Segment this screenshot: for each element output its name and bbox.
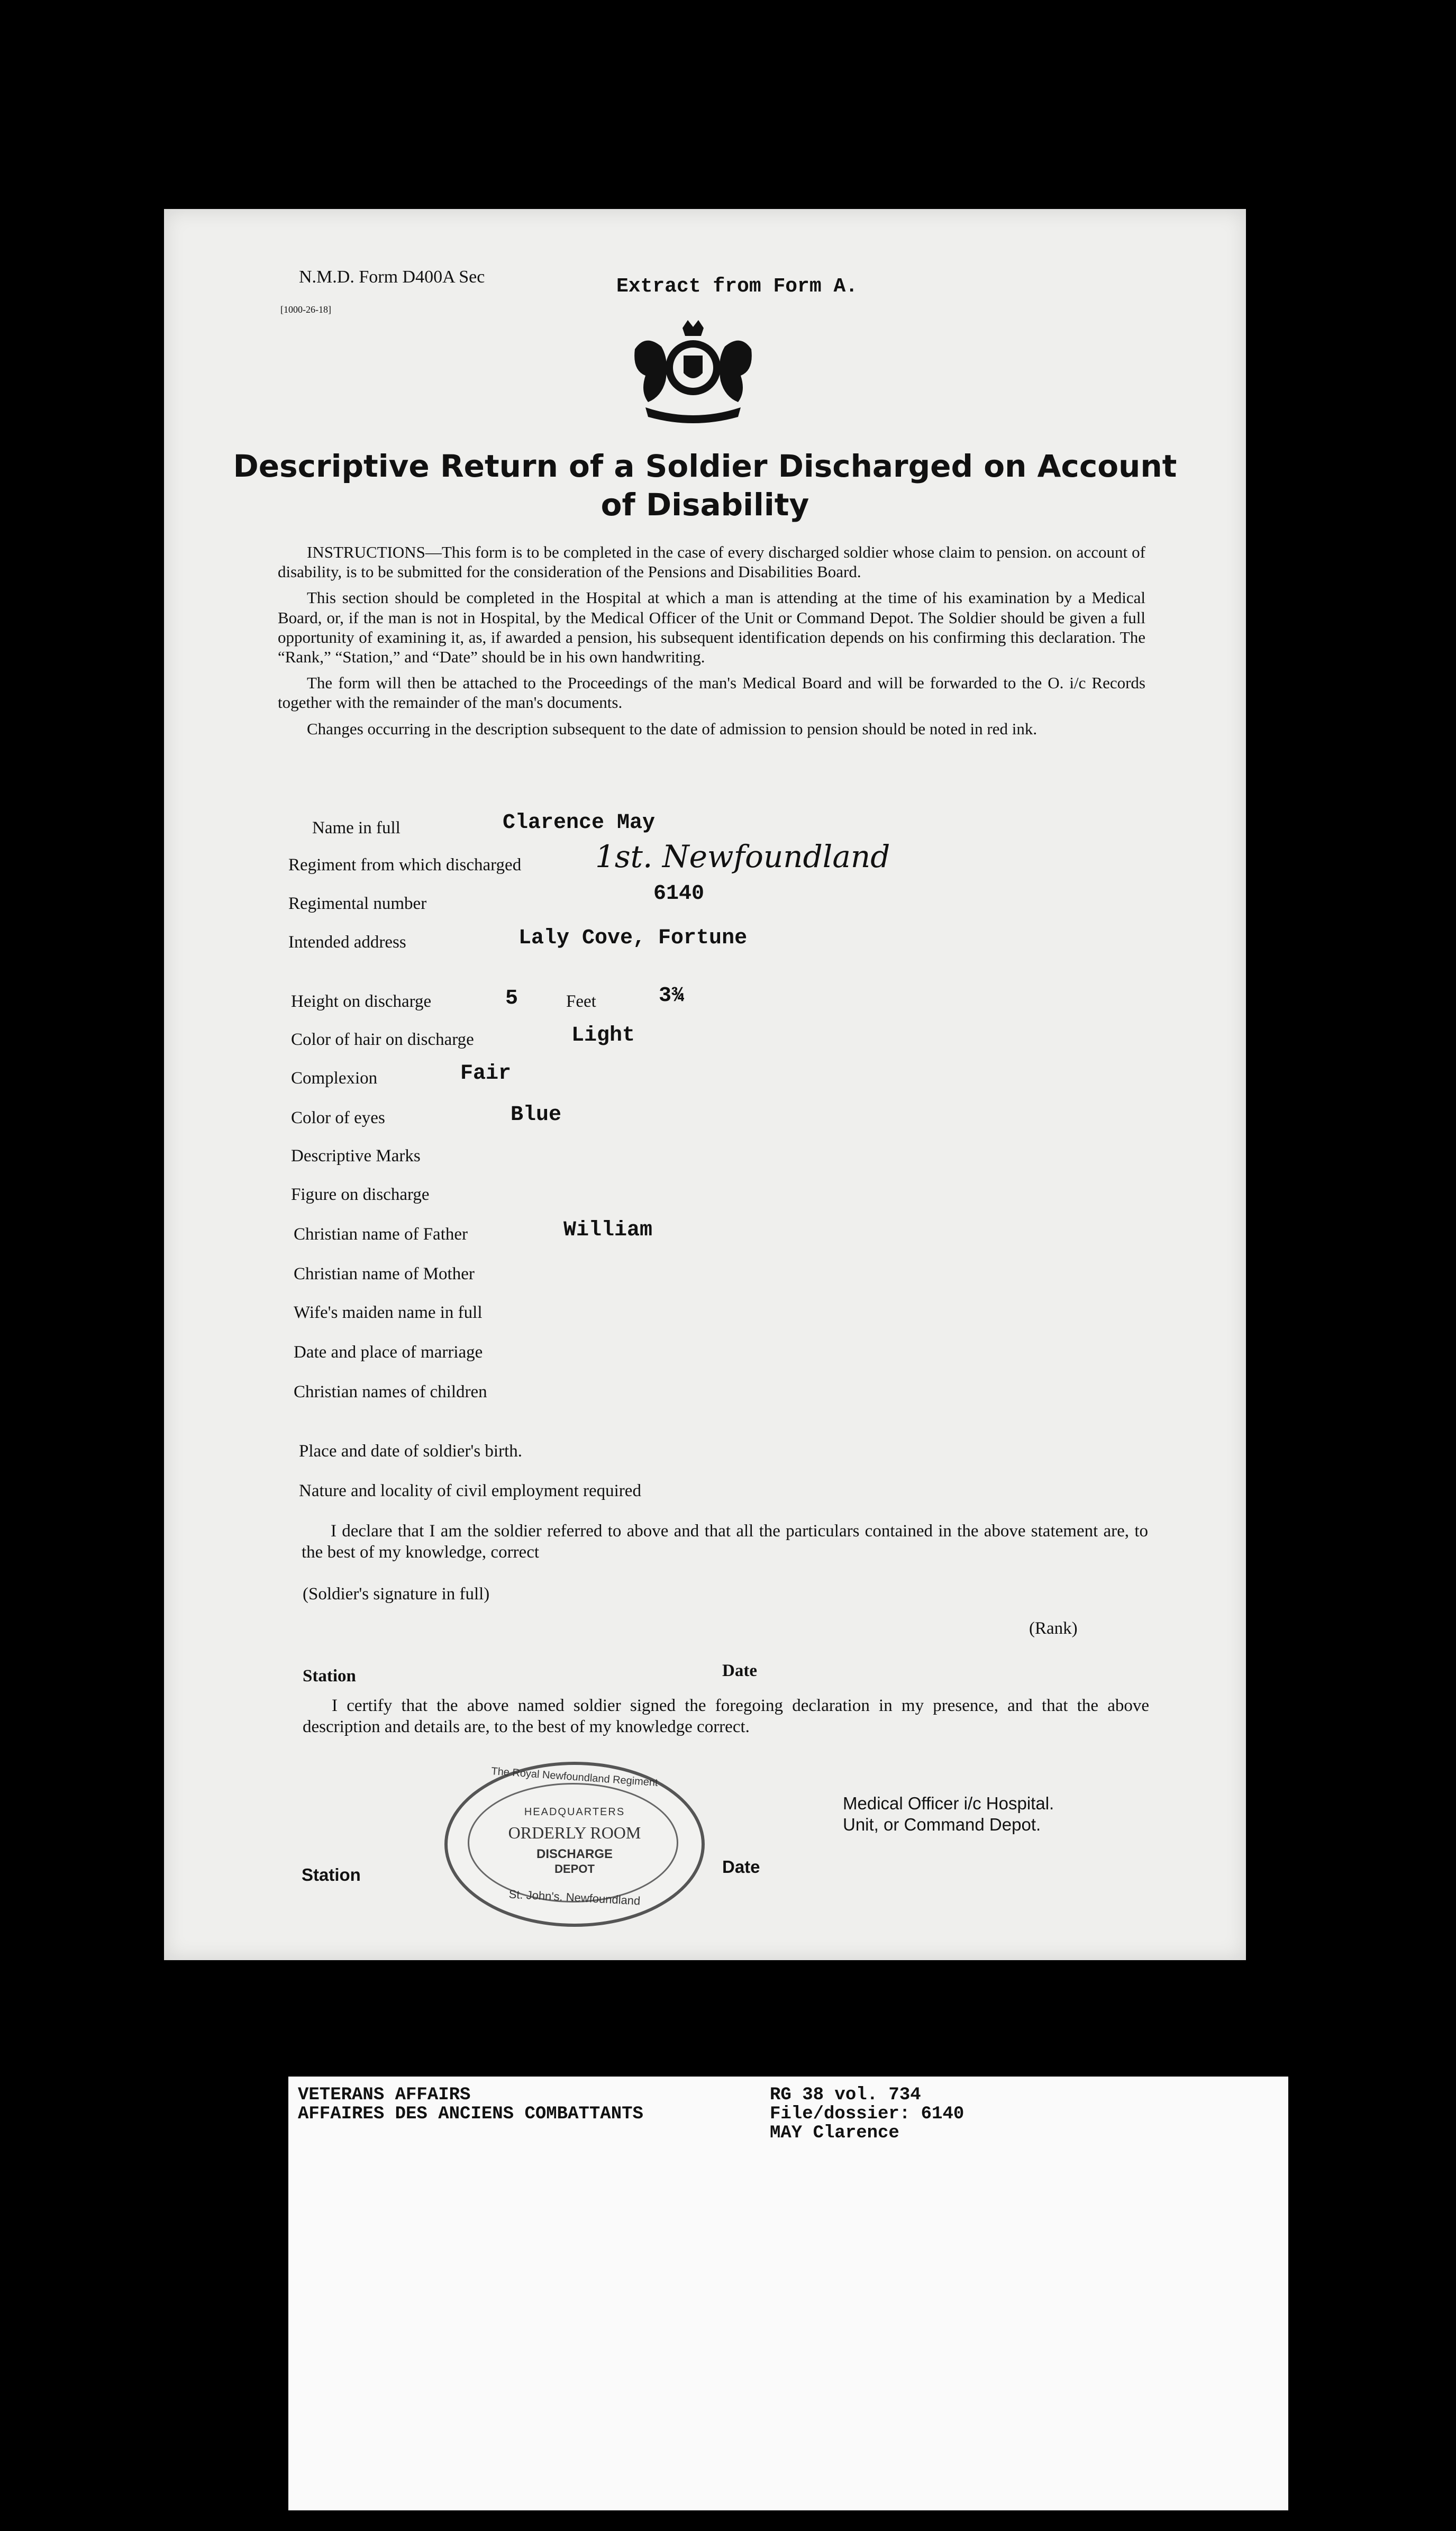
card-right-line-3: MAY Clarence bbox=[770, 2123, 899, 2143]
station-label: Station bbox=[303, 1667, 356, 1686]
rank-label: (Rank) bbox=[1029, 1619, 1078, 1638]
station-label-2: Station bbox=[302, 1865, 361, 1884]
regiment-value: 1st. Newfoundland bbox=[595, 839, 890, 875]
height-feet-value: 5 bbox=[505, 987, 518, 1010]
father-label: Christian name of Father bbox=[294, 1225, 468, 1244]
card-right-line-1: RG 38 vol. 734 bbox=[770, 2085, 921, 2105]
extract-note: Extract from Form A. bbox=[616, 275, 858, 298]
regiment-stamp bbox=[444, 1762, 705, 1927]
wife-label: Wife's maiden name in full bbox=[294, 1303, 483, 1322]
height-inches-value: 3¾ bbox=[659, 984, 685, 1008]
stamp-inner-ring bbox=[468, 1783, 678, 1902]
height-label: Height on discharge bbox=[291, 992, 432, 1011]
form-number: N.M.D. Form D400A Sec bbox=[299, 267, 485, 287]
card-right-line-2: File/dossier: 6140 bbox=[770, 2104, 964, 2124]
hair-value: Light bbox=[571, 1024, 635, 1048]
name-label: Name in full bbox=[312, 818, 401, 837]
medical-officer-line-1: Medical Officer i/c Hospital. bbox=[843, 1793, 1054, 1813]
archive-reference-card bbox=[288, 2077, 1288, 2510]
address-label: Intended address bbox=[288, 933, 406, 952]
stamp-line-3: DISCHARGE bbox=[536, 1847, 613, 1861]
address-value: Laly Cove, Fortune bbox=[518, 926, 748, 950]
instructions bbox=[278, 542, 1145, 739]
instruction-paragraph-4: Changes occurring in the description subsequent to the date of admission to pension should be noted in red ink. bbox=[307, 719, 1038, 738]
mother-label: Christian name of Mother bbox=[294, 1264, 475, 1283]
stamp-line-1: HEADQUARTERS bbox=[524, 1806, 625, 1818]
children-label: Christian names of children bbox=[294, 1382, 487, 1401]
employment-label: Nature and locality of civil employment required bbox=[299, 1481, 641, 1500]
signature-label: (Soldier's signature in full) bbox=[303, 1585, 490, 1604]
eyes-label: Color of eyes bbox=[291, 1108, 385, 1127]
card-left-line-2: AFFAIRES DES ANCIENS COMBATTANTS bbox=[298, 2104, 643, 2124]
birth-label: Place and date of soldier's birth. bbox=[299, 1442, 522, 1461]
card-left-line-1: VETERANS AFFAIRS bbox=[298, 2085, 471, 2105]
regiment-label: Regiment from which discharged bbox=[288, 855, 522, 875]
declaration: I declare that I am the soldier referred to above and that all the particulars contained in the above statement are, to the best of my knowledge, correct bbox=[302, 1522, 1148, 1562]
date-label: Date bbox=[722, 1661, 757, 1680]
father-value: William bbox=[563, 1218, 653, 1242]
complexion-value: Fair bbox=[460, 1062, 512, 1086]
form-page bbox=[164, 209, 1246, 1960]
title-line-1: Descriptive Return of a Soldier Discharged on Account bbox=[233, 448, 1177, 484]
print-code: [1000-26-18] bbox=[280, 304, 331, 315]
hair-label: Color of hair on discharge bbox=[291, 1030, 474, 1049]
complexion-label: Complexion bbox=[291, 1069, 378, 1088]
certification: I certify that the above named soldier signed the foregoing declaration in my presence, and that the above description and details are, to the best of my knowledge correct. bbox=[303, 1696, 1149, 1736]
regimental-number-label: Regimental number bbox=[288, 894, 427, 913]
coat-of-arms-icon bbox=[624, 317, 762, 429]
title-line-2: of Disability bbox=[600, 486, 809, 523]
form-title bbox=[164, 447, 1246, 524]
stamp-line-4: DEPOT bbox=[554, 1862, 595, 1876]
regimental-number-value: 6140 bbox=[653, 882, 705, 906]
instruction-paragraph-3: The form will then be attached to the Proceedings of the man's Medical Board and will be forwarded to the O. i/c Records together with the remainder of the man's documents. bbox=[278, 673, 1145, 712]
stamp-bottom-text: St. John's. Newfoundland bbox=[508, 1887, 641, 1908]
name-value: Clarence May bbox=[503, 811, 656, 835]
stamp-line-2: ORDERLY ROOM bbox=[508, 1823, 641, 1842]
date-label-2: Date bbox=[722, 1857, 760, 1877]
feet-label: Feet bbox=[566, 992, 596, 1011]
eyes-value: Blue bbox=[511, 1103, 562, 1127]
marks-label: Descriptive Marks bbox=[291, 1146, 421, 1166]
medical-officer-line-2: Unit, or Command Depot. bbox=[843, 1815, 1041, 1834]
figure-label: Figure on discharge bbox=[291, 1185, 430, 1204]
marriage-label: Date and place of marriage bbox=[294, 1343, 483, 1362]
stamp-arc-text: The Royal Newfoundland Regiment bbox=[490, 1765, 659, 1789]
instruction-paragraph-1: INSTRUCTIONS—This form is to be completed in the case of every discharged soldier whose claim to pension. on account of disability, is to be submitted for the consideration of the Pensions and Disabilities Board. bbox=[278, 543, 1145, 581]
instruction-paragraph-2: This section should be completed in the Hospital at which a man is attending at the time of his examination by a Medical Board, or, if the man is not in Hospital, by the Medical Officer of the Unit or Command Depot. The Soldier should be given a full opportunity of examining it, as, if awarded a pension, his subsequent identification depends on his confirming this declaration. The “Rank,” “Station,” and “Date” should be in his own handwriting. bbox=[278, 588, 1145, 666]
